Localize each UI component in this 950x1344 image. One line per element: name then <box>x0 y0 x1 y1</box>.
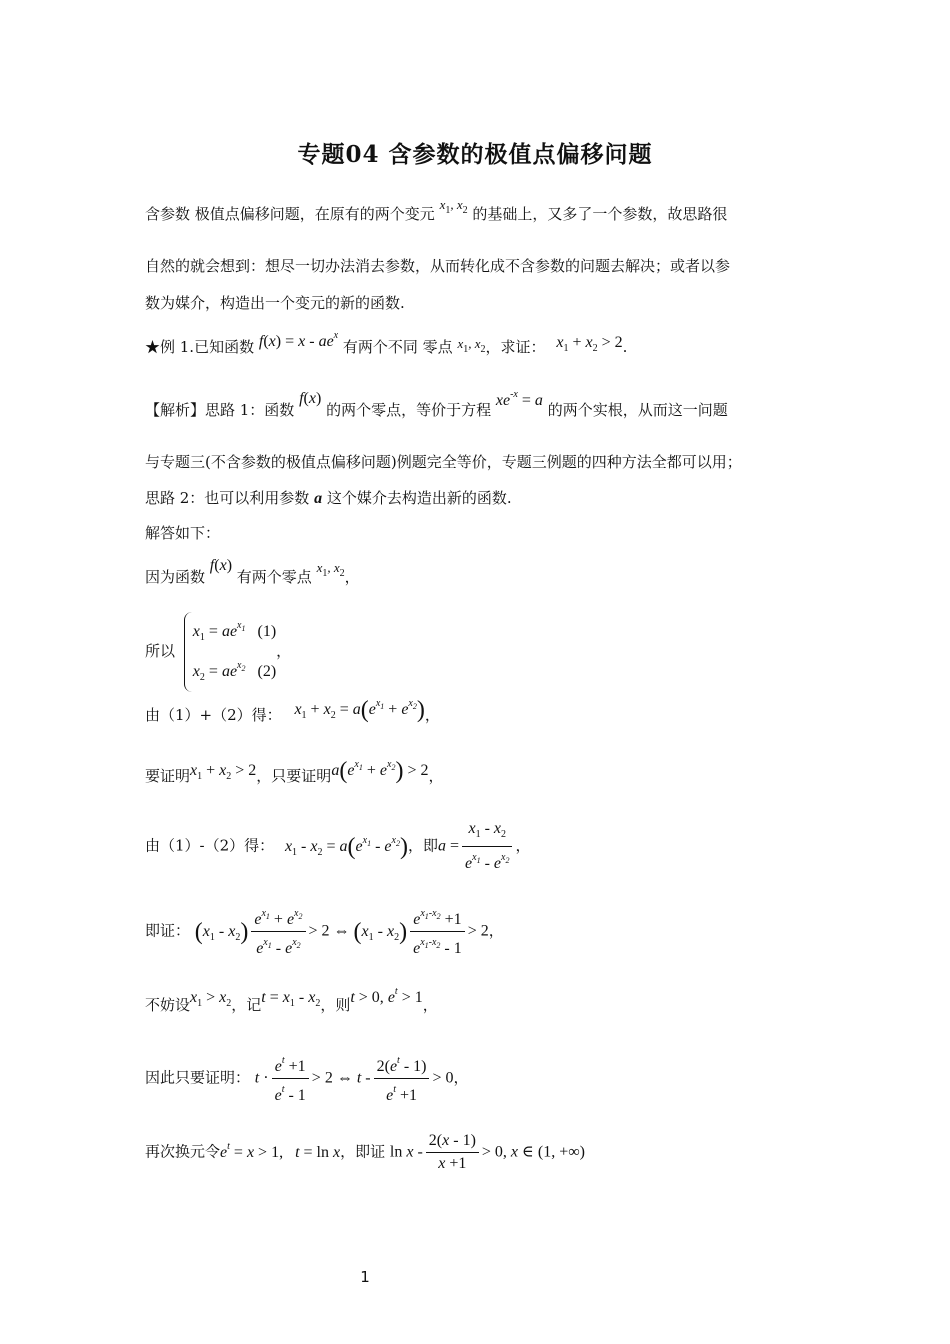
intro-text-b: 的基础上，又多了一个参数，故思路很 <box>472 205 728 223</box>
example-prefix: ★例 1.已知函数 <box>145 338 255 356</box>
step-6-text-a: 即证： <box>145 921 191 940</box>
step-7-text-b: ，记 <box>231 996 262 1014</box>
math-fx: f(x) <box>299 390 322 407</box>
equation-system: $x_1 = ae^{x_1}$ (1) $x_2 = ae^{x_2}$ (2) <box>184 612 276 692</box>
step-3-text-c: ， <box>424 706 440 724</box>
math-a-var: a = <box>437 837 460 855</box>
step-5-text-c: ， <box>515 836 531 855</box>
fraction-exp-diff: $\frac{e^{x_1-x_2} +1}{e^{x_1-x_2} - 1}$ <box>410 903 465 960</box>
step-5-text-a: 由（1）-（2）得： <box>145 836 275 855</box>
example-mid: 有两个不同 零点 <box>342 338 453 356</box>
math-assume: $x_1 > x_2$ <box>190 989 232 1009</box>
math-substitution-t: $t = x_1 - x_2$ <box>261 989 321 1009</box>
math-x1-x2: $x_1$, $x_2$ <box>316 560 345 579</box>
analysis-line-1 <box>145 389 728 420</box>
math-diff-relation: $x_1 - x_2 = a(e^{x_1} - e^{x_2})$ <box>284 833 408 860</box>
analysis-line-3 <box>145 487 512 508</box>
math-equation: $xe^{-x} = a$ <box>495 389 543 409</box>
analysis-line-4: 解答如下： <box>145 524 221 542</box>
intro-line-1 <box>145 197 728 226</box>
fraction-final: $\frac{2(x - 1)}{x +1}$ <box>426 1130 479 1175</box>
fraction-a: $\frac{x_1 - x_2}{e^{x_1} - e^{x_2}}$ <box>462 818 512 875</box>
intro-line-3: 数为媒介，构造出一个变元的新的函数. <box>145 294 405 312</box>
eq-label-1: (1) <box>257 623 277 640</box>
step-7 <box>145 986 438 1017</box>
example-1: ★例 1.已知函数 $f(x) = x - ae^x$ 有两个不同 零点 $x_1$, $x_2$，求证： $x_1 + x_2 > 2$. <box>145 330 628 356</box>
step-6: 即证： $(x_1 - x_2)$ $\frac{e^{x_1} + e^{x_2}}{e^{x_1} - e^{x_2}}$ > 2 ⇔ $(x_1 - x_2)$ $\frac{e^{x_1-x_2} +1}{e^{x_1-x_2} - 1}$ > 2， <box>145 903 504 960</box>
fraction-exp-ratio: $\frac{e^{x_1} + e^{x_2}}{e^{x_1} - e^{x_2}}$ <box>251 903 305 960</box>
step-1-text-b: 有两个零点 <box>236 568 312 586</box>
step-2-text-a: 所以 <box>145 642 176 660</box>
math-goal: $x_1 + x_2 > 2$ <box>190 762 257 782</box>
step-4-text-c: ， <box>428 767 444 785</box>
eq-label-2: (2) <box>257 663 277 680</box>
step-4-text-a: 要证明 <box>145 767 191 785</box>
example-end: . <box>622 338 628 356</box>
analysis-text-2: 的两个实根，从而这一问题 <box>547 401 728 419</box>
analysis-text-3a: 思路 2：也可以利用参数 <box>145 489 310 507</box>
analysis-label: 【解析】思路 1：函数 <box>145 401 295 419</box>
step-3 <box>145 697 440 730</box>
step-1-text-c: ， <box>344 568 360 586</box>
step-1 <box>145 557 360 589</box>
math-x1-x2: $x_1$, $x_2$ <box>439 197 468 216</box>
math-function-def: f <box>258 333 264 350</box>
intro-line-2: 自然的就会想到：想尽一切办法消去参数，从而转化成不含参数的问题去解决；或者以参 <box>145 257 731 275</box>
fraction-t-ratio: $\frac{e^t +1}{e^t - 1}$ <box>272 1050 309 1107</box>
math-goal: $x_1 + x_2 > 2$ <box>556 334 623 354</box>
analysis-text-3b: 这个媒介去构造出新的函数. <box>326 489 512 507</box>
step-6-text-c: ， <box>488 921 504 940</box>
page-number: 1 <box>360 1268 370 1286</box>
step-7-text-d: ， <box>422 996 438 1014</box>
step-4 <box>145 758 444 791</box>
step-9-text-a: 再次换元令 <box>145 1142 221 1161</box>
step-7-text-a: 不妨设 <box>145 996 191 1014</box>
fraction-t-transform: $\frac{2(e^t - 1)}{e^t +1}$ <box>374 1050 430 1107</box>
step-2-text-c: ， <box>276 642 292 660</box>
math-fx: f(x) <box>209 557 233 574</box>
intro-text-a: 含参数 极值点偏移问题，在原有的两个变元 <box>145 205 435 223</box>
step-9-text-b: ，即证 <box>340 1142 386 1161</box>
math-equivalent-goal: $a(e^{x_1} + e^{x_2}) > 2$ <box>331 758 429 784</box>
example-claim: ，求证： <box>485 338 546 356</box>
step-5-text-b: ，即 <box>407 836 438 855</box>
step-3-text-a: 由（1）+（2）得： <box>145 706 282 724</box>
step-1-text-a: 因为函数 <box>145 568 206 586</box>
math-sum-relation: $x_1 + x_2 = a(e^{x_1} + e^{x_2})$ <box>294 697 425 723</box>
math-substitution-x: $e^t = x > 1$, t = ln x <box>220 1140 341 1161</box>
step-4-text-b: ，只要证明 <box>256 767 332 785</box>
param-a: a <box>314 490 323 507</box>
step-9: 再次换元令$e^t = x > 1$, t = ln x，即证 ln x - $\frac{2(x - 1)}{x +1}$ > 0, x ∈ (1, +∞) <box>145 1130 585 1175</box>
step-8: 因此只要证明： t · $\frac{e^t +1}{e^t - 1}$ > 2 ⇔ t - $\frac{2(e^t - 1)}{e^t +1}$ > 0， <box>145 1050 469 1107</box>
step-5 <box>145 818 530 875</box>
step-8-text-c: ， <box>453 1068 469 1087</box>
step-2 <box>145 612 291 692</box>
math-proof-target: $(x_1 - x_2)$ <box>194 918 249 945</box>
analysis-line-2: 与专题三(不含参数的极值点偏移问题)例题完全等价，专题三例题的四种方法全都可以用； <box>145 453 742 471</box>
math-final-inequality: ln x - <box>389 1143 423 1161</box>
math-t-inequality: t · <box>254 1069 269 1087</box>
step-7-text-c: ，则 <box>320 996 351 1014</box>
page-title: 专题04 含参数的极值点偏移问题 <box>297 141 653 168</box>
math-x1-x2: $x_1$, $x_2$ <box>457 336 486 355</box>
analysis-text-1: 的两个零点，等价于方程 <box>326 401 492 419</box>
math-t-range: t > 0, $e^t > 1$ <box>350 986 423 1006</box>
step-8-text-a: 因此只要证明： <box>145 1068 251 1087</box>
